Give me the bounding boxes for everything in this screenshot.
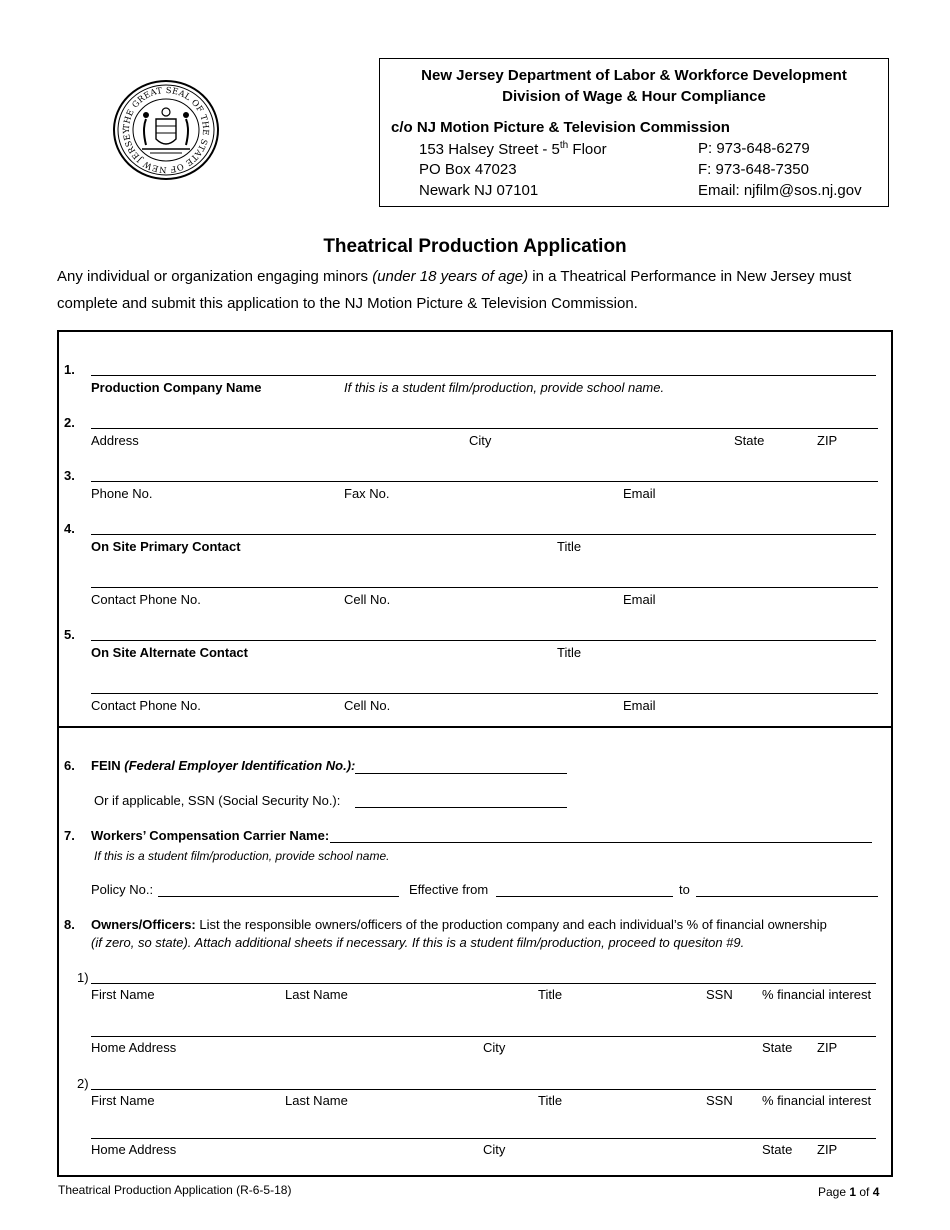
effective-from-field[interactable] (496, 896, 673, 897)
contact-phone-label: Contact Phone No. (91, 592, 201, 607)
question-number: 5. (64, 627, 75, 642)
title-label: Title (538, 987, 563, 1002)
effective-to-label: to (679, 882, 690, 897)
alternate-contact-phone-field[interactable] (91, 693, 878, 694)
agency-address-box (379, 58, 889, 207)
owner-index: 2) (77, 1076, 89, 1091)
carrier-field[interactable] (330, 842, 872, 843)
ssn-label: Or if applicable, SSN (Social Security No.): (94, 793, 341, 808)
nj-state-seal (112, 79, 220, 186)
page-number: Page 1 of 4 (818, 1185, 880, 1199)
financial-interest-label: % financial interest (762, 1093, 872, 1108)
last-name-label: Last Name (285, 987, 348, 1002)
student-film-note: If this is a student film/production, provide school name. (94, 849, 390, 863)
page-title: Theatrical Production Application (323, 236, 627, 257)
street-address: 153 Halsey Street - 5th Floor (419, 140, 607, 158)
question-number: 8. (64, 917, 75, 932)
owner-index: 1) (77, 970, 89, 985)
effective-from-label: Effective from (409, 882, 489, 897)
zip-label: ZIP (817, 1142, 838, 1157)
state-label: State (762, 1142, 793, 1157)
policy-field[interactable] (158, 896, 399, 897)
ssn-label: SSN (706, 1093, 733, 1108)
city-label: City (483, 1142, 506, 1157)
title-label: Title (538, 1093, 563, 1108)
agency-name: New Jersey Department of Labor & Workforce Development (421, 67, 847, 84)
phone-fax-email-field[interactable] (91, 481, 878, 482)
fein-label: FEIN (Federal Employer Identification No.): (91, 758, 356, 773)
city-label: City (483, 1040, 506, 1055)
question-number: 4. (64, 521, 75, 536)
carrier-label: Workers’ Compensation Carrier Name: (91, 828, 330, 843)
care-of-line: c/o NJ Motion Picture & Television Commission (391, 119, 730, 136)
address-label: Address (91, 433, 139, 448)
zip-label: ZIP (817, 1040, 838, 1055)
question-number: 6. (64, 758, 75, 773)
address-field[interactable] (91, 428, 878, 429)
intro-line-1: Any individual or organization engaging minors (under 18 years of age) in a Theatrical Performance in New Jersey must (57, 268, 852, 285)
last-name-label: Last Name (285, 1093, 348, 1108)
home-address-label: Home Address (91, 1040, 177, 1055)
zip-label: ZIP (817, 433, 838, 448)
production-company-name-field[interactable] (91, 375, 876, 376)
owners-instructions: Owners/Officers: List the responsible owners/officers of the production company and each individual’s % of financial ownership (91, 917, 827, 932)
contact-phone-label: Contact Phone No. (91, 698, 201, 713)
student-film-note: If this is a student film/production, provide school name. (344, 380, 665, 395)
po-box: PO Box 47023 (419, 161, 517, 178)
alternate-contact-label: On Site Alternate Contact (91, 645, 248, 660)
state-label: State (734, 433, 765, 448)
phone-number: P: 973-648-6279 (698, 140, 810, 157)
owner-name-field[interactable] (91, 983, 876, 984)
form-identifier: Theatrical Production Application (R-6-5-18) (58, 1183, 292, 1197)
email-label: Email (623, 592, 656, 607)
city-state-zip: Newark NJ 07101 (419, 182, 539, 199)
policy-label: Policy No.: (91, 882, 154, 897)
financial-interest-label: % financial interest (762, 987, 872, 1002)
division-name: Division of Wage & Hour Compliance (502, 88, 766, 105)
contact-email[interactable]: Email: njfilm@sos.nj.gov (698, 182, 862, 199)
email-label: Email (623, 698, 656, 713)
owner-address-field[interactable] (91, 1138, 876, 1139)
owner-name-field[interactable] (91, 1089, 876, 1090)
effective-to-field[interactable] (696, 896, 878, 897)
primary-contact-phone-field[interactable] (91, 587, 878, 588)
phone-label: Phone No. (91, 486, 153, 501)
question-number: 3. (64, 468, 75, 483)
owner-address-field[interactable] (91, 1036, 876, 1037)
title-label: Title (557, 645, 582, 660)
email-label: Email (623, 486, 656, 501)
primary-contact-field[interactable] (91, 534, 876, 535)
question-number: 1. (64, 362, 75, 377)
fein-field[interactable] (355, 773, 567, 774)
svg-text:THE GREAT SEAL OF THE STATE OF (121, 85, 211, 175)
question-number: 2. (64, 415, 75, 430)
production-company-label: Production Company Name (91, 380, 262, 395)
ssn-field[interactable] (355, 807, 567, 808)
fax-label: Fax No. (344, 486, 390, 501)
cell-label: Cell No. (344, 592, 391, 607)
home-address-label: Home Address (91, 1142, 177, 1157)
alternate-contact-field[interactable] (91, 640, 876, 641)
city-label: City (469, 433, 492, 448)
first-name-label: First Name (91, 987, 155, 1002)
fax-number: F: 973-648-7350 (698, 161, 809, 178)
state-label: State (762, 1040, 793, 1055)
cell-label: Cell No. (344, 698, 391, 713)
question-number: 7. (64, 828, 75, 843)
primary-contact-label: On Site Primary Contact (91, 539, 241, 554)
title-label: Title (557, 539, 582, 554)
seal-text: THE GREAT SEAL OF THE STATE OF NEW JERSEY (120, 84, 212, 176)
intro-line-2: complete and submit this application to the NJ Motion Picture & Television Commission. (57, 295, 638, 312)
owners-note: (if zero, so state). Attach additional sheets if necessary. If this is a student film/production, proceed to quesiton #9. (91, 935, 745, 950)
first-name-label: First Name (91, 1093, 155, 1108)
ssn-label: SSN (706, 987, 733, 1002)
